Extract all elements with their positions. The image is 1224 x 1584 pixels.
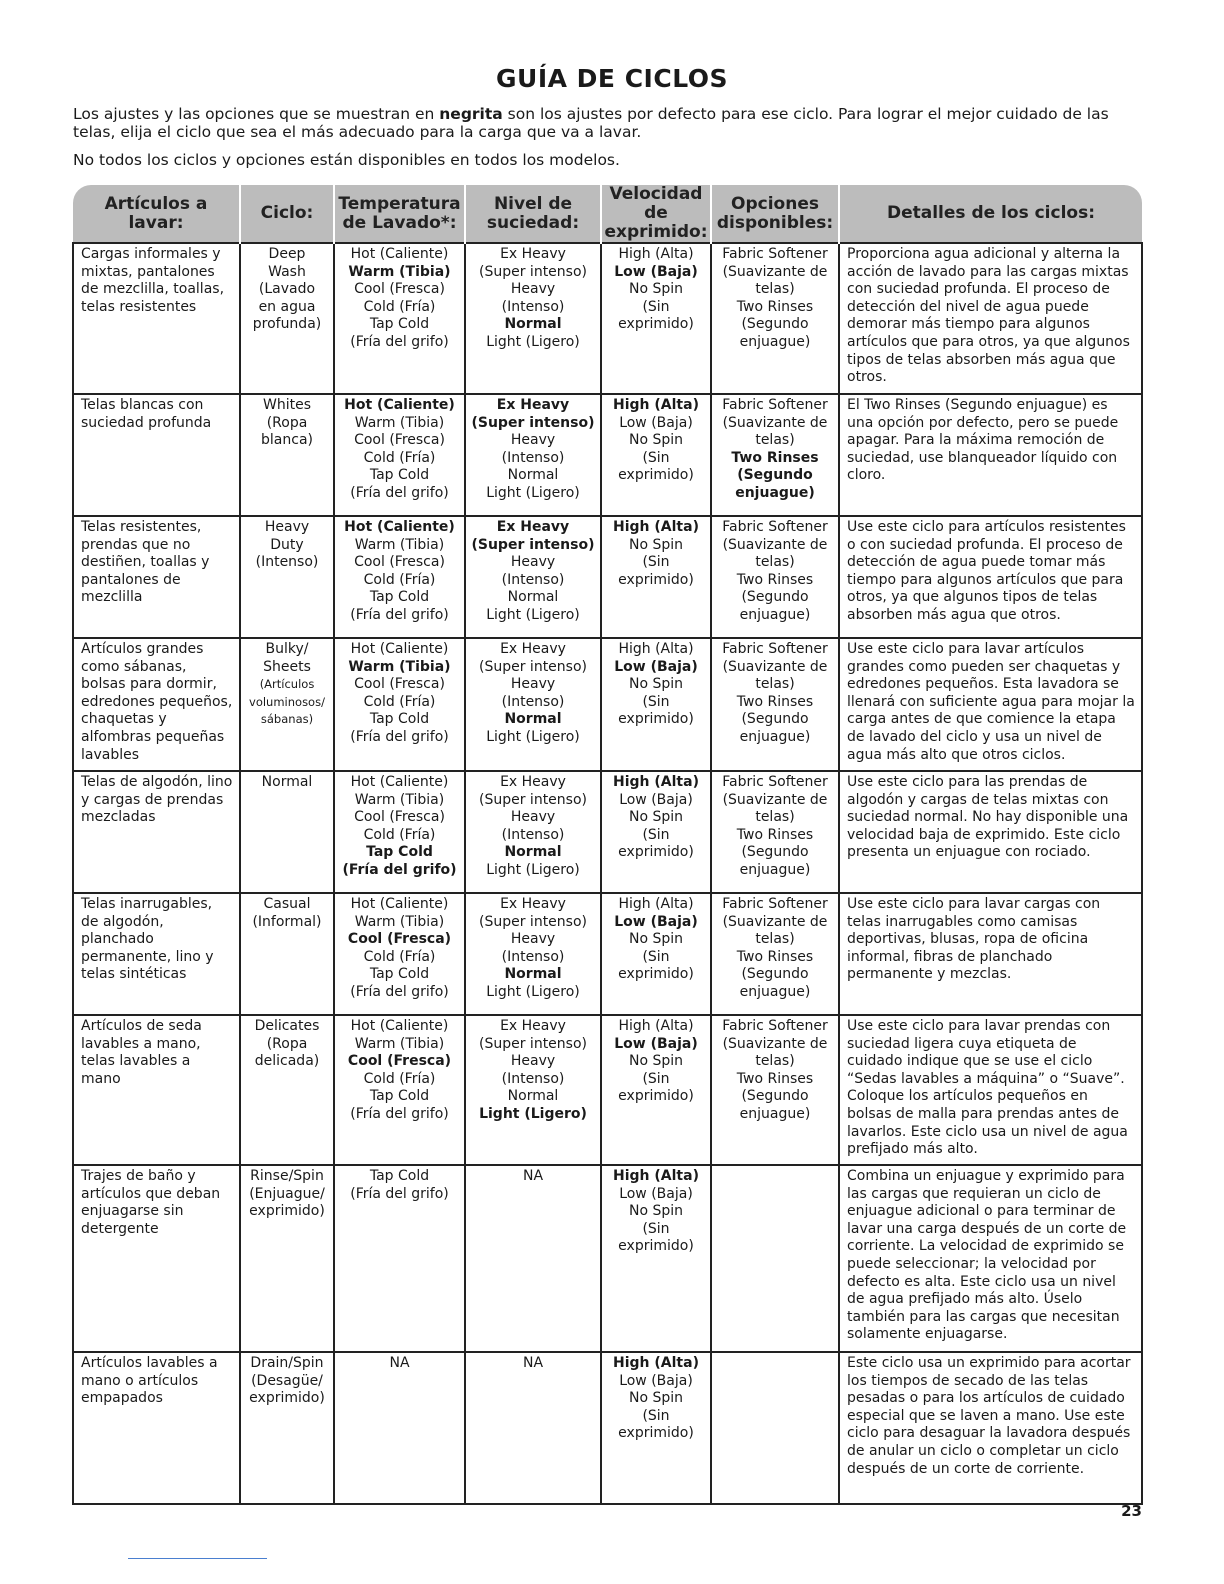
- soil-level-option: (Intenso): [501, 948, 565, 965]
- details-cell: Use este ciclo para lavar artículos grandes como pueden ser chaquetas y edredones pequeños. Esta lavadora se llenará con suficiente agua para mojar la carga antes de que comience la etapa de lavado del ciclo y usa un nivel de agua más alto que otros ciclos.: [839, 638, 1142, 771]
- temperature-option: Warm (Tibia): [354, 414, 445, 431]
- cycle-line: Sheets: [263, 658, 311, 675]
- soil-level-cell: [465, 893, 601, 1015]
- available-option: Fabric Softener: [722, 397, 828, 413]
- available-option: (Segundo: [741, 966, 809, 983]
- temperature-option: Warm (Tibia): [354, 791, 445, 808]
- soil-level-option: (Intenso): [501, 693, 565, 710]
- spin-speed-option: exprimido): [618, 467, 694, 484]
- spin-speed-option: exprimido): [618, 571, 694, 588]
- spin-speed-option: Low (Baja): [614, 1035, 698, 1052]
- spin-speed-option: No Spin: [628, 1390, 684, 1407]
- soil-level-option: Normal: [504, 316, 562, 333]
- available-option: Fabric Softener: [722, 519, 828, 535]
- available-option: enjuague): [739, 983, 811, 1000]
- cycle-line: (Ropa: [266, 414, 308, 431]
- available-option: Two Rinses: [736, 826, 814, 843]
- articles-cell: Cargas informales y mixtas, pantalones de mezclilla, toallas, telas resistentes: [73, 243, 240, 394]
- soil-level-option: (Super intenso): [471, 536, 595, 553]
- cycle-guide-table: [72, 185, 1143, 1505]
- details-cell: Combina un enjuague y exprimido para las cargas que requieran un ciclo de enjuague adicional o para terminar de lavar una carga después de un corte de corriente. La velocidad de exprimido se puede seleccionar; la velocidad por defecto es alta. Este ciclo usa un nivel de agua prefijado más alto. Úselo también para las cargas que necesitan solamente enjuagarse.: [839, 1165, 1142, 1352]
- spin-speed-cell: [601, 638, 711, 771]
- page-title: GUÍA DE CICLOS: [496, 64, 728, 93]
- spin-speed-cell: [601, 516, 711, 638]
- details-cell: Use este ciclo para las prendas de algodón y cargas de telas mixtas con suciedad normal. No hay disponible una velocidad baja de exprimido. Este ciclo presenta un enjuague con rociado.: [839, 771, 1142, 893]
- available-option: (Suavizante de: [722, 658, 828, 675]
- spin-speed-option: No Spin: [628, 676, 684, 693]
- soil-level-option: (Super intenso): [479, 263, 587, 280]
- cycle-line: Rinse/Spin: [250, 1168, 324, 1184]
- temperature-option: Tap Cold: [369, 711, 430, 728]
- temperature-cell: [334, 1352, 465, 1504]
- spin-speed-option: Low (Baja): [614, 913, 698, 930]
- header-articles: Artículos a lavar:: [73, 185, 240, 243]
- soil-level-option: Ex Heavy: [496, 519, 570, 535]
- temperature-cell: [334, 1015, 465, 1165]
- spin-speed-option: exprimido): [618, 1425, 694, 1442]
- spin-speed-cell: [601, 243, 711, 394]
- table-row: [73, 893, 1142, 1015]
- soil-level-option: Light (Ligero): [486, 333, 580, 350]
- table-body: [73, 243, 1142, 1504]
- soil-level-cell: [465, 243, 601, 394]
- table-row: [73, 771, 1142, 893]
- temperature-option: Cool (Fresca): [354, 676, 445, 693]
- temperature-option: Cool (Fresca): [354, 432, 445, 449]
- spin-speed-option: No Spin: [628, 931, 684, 948]
- cycle-line: Wash: [268, 263, 306, 280]
- available-option: (Suavizante de: [722, 263, 828, 280]
- available-option: (Suavizante de: [722, 536, 828, 553]
- temperature-option: (Fría del grifo): [350, 484, 449, 501]
- soil-level-option: Ex Heavy: [500, 246, 566, 262]
- soil-level-option: Light (Ligero): [479, 1105, 587, 1122]
- soil-level-option: Heavy: [510, 809, 556, 826]
- temperature-cell: [334, 516, 465, 638]
- temperature-option: (Fría del grifo): [342, 861, 457, 878]
- soil-level-option: Heavy: [510, 676, 556, 693]
- table-row: [73, 638, 1142, 771]
- temperature-option: Cold (Fría): [363, 571, 436, 588]
- cycle-line: Casual: [263, 896, 311, 912]
- available-option: Fabric Softener: [722, 641, 828, 657]
- temperature-option: (Fría del grifo): [350, 983, 449, 1000]
- temperature-option: (Fría del grifo): [350, 728, 449, 745]
- cycle-line: (Informal): [252, 913, 322, 930]
- temperature-option: Hot (Caliente): [350, 896, 449, 912]
- intro-text-start: Los ajustes y las opciones que se muestran en: [73, 105, 440, 123]
- header-soil-level: Nivel de suciedad:: [465, 185, 601, 243]
- cycle-line: (Ropa: [266, 1035, 308, 1052]
- temperature-cell: [334, 1165, 465, 1352]
- spin-speed-option: Low (Baja): [614, 263, 698, 280]
- soil-level-option: Heavy: [510, 281, 556, 298]
- details-cell: Proporciona agua adicional y alterna la acción de lavado para las cargas mixtas con suciedad profunda. El proceso de detección del nivel de agua puede demorar más tiempo para algunos artículos que para otros, ya que algunos tipos de telas absorben más agua que otros.: [839, 243, 1142, 394]
- soil-level-option: (Super intenso): [479, 1035, 587, 1052]
- spin-speed-option: exprimido): [618, 1238, 694, 1255]
- spin-speed-option: High (Alta): [613, 774, 699, 790]
- soil-level-option: Normal: [507, 467, 559, 484]
- spin-speed-option: (Sin: [642, 693, 670, 710]
- spin-speed-option: (Sin: [642, 1407, 670, 1424]
- cycle-cell: [240, 893, 334, 1015]
- available-option: Fabric Softener: [722, 896, 828, 912]
- spin-speed-cell: [601, 1165, 711, 1352]
- details-cell: El Two Rinses (Segundo enjuague) es una opción por defecto, pero se puede apagar. Para la máxima remoción de suciedad, use blanqueador líquido con cloro.: [839, 394, 1142, 516]
- spin-speed-option: (Sin: [642, 1070, 670, 1087]
- temperature-option: Cold (Fría): [363, 948, 436, 965]
- available-option: enjuague): [739, 333, 811, 350]
- available-option: Fabric Softener: [722, 1018, 828, 1034]
- spin-speed-option: (Sin: [642, 449, 670, 466]
- soil-level-option: (Intenso): [501, 571, 565, 588]
- options-cell: [711, 638, 839, 771]
- spin-speed-option: No Spin: [628, 281, 684, 298]
- available-option: (Segundo: [737, 467, 813, 484]
- cycle-line: (Intenso): [255, 554, 319, 571]
- cycle-line: Drain/Spin: [250, 1355, 324, 1371]
- spin-speed-option: exprimido): [618, 966, 694, 983]
- available-option: Two Rinses: [736, 693, 814, 710]
- temperature-cell: [334, 394, 465, 516]
- table-row: [73, 394, 1142, 516]
- spin-speed-option: (Sin: [642, 298, 670, 315]
- cycle-line: exprimido): [249, 1390, 325, 1407]
- options-cell: [711, 243, 839, 394]
- cycle-line: voluminosos/: [249, 694, 325, 709]
- soil-level-option: Ex Heavy: [500, 896, 566, 912]
- soil-level-option: Normal: [507, 589, 559, 606]
- options-cell: [711, 394, 839, 516]
- temperature-option: Hot (Caliente): [344, 519, 455, 535]
- cycle-line: (Desagüe/: [251, 1372, 323, 1389]
- cycle-line: (Artículos: [259, 677, 315, 692]
- temperature-option: Cool (Fresca): [354, 281, 445, 298]
- available-option: Two Rinses: [731, 449, 819, 466]
- articles-cell: Artículos de seda lavables a mano, telas lavables a mano: [73, 1015, 240, 1165]
- available-option: (Segundo: [741, 844, 809, 861]
- available-option: enjuague): [739, 728, 811, 745]
- available-option: (Segundo: [741, 316, 809, 333]
- temperature-option: Hot (Caliente): [350, 774, 449, 790]
- table-header: [73, 185, 1142, 243]
- articles-cell: Telas de algodón, lino y cargas de prendas mezcladas: [73, 771, 240, 893]
- soil-level-option: Heavy: [510, 554, 556, 571]
- spin-speed-cell: [601, 1015, 711, 1165]
- temperature-option: Hot (Caliente): [350, 246, 449, 262]
- soil-level-cell: [465, 1165, 601, 1352]
- available-option: telas): [755, 931, 795, 948]
- available-option: (Segundo: [741, 589, 809, 606]
- cycle-cell: [240, 1015, 334, 1165]
- soil-level-option: Normal: [507, 1088, 559, 1105]
- cycle-cell: [240, 1165, 334, 1352]
- intro-text: [73, 105, 1148, 141]
- articles-cell: Artículos grandes como sábanas, bolsas para dormir, edredones pequeños, chaquetas y alfombras pequeñas lavables: [73, 638, 240, 771]
- spin-speed-option: Low (Baja): [619, 791, 693, 808]
- soil-level-cell: [465, 1352, 601, 1504]
- soil-level-option: Heavy: [510, 931, 556, 948]
- spin-speed-option: No Spin: [628, 809, 684, 826]
- temperature-option: Hot (Caliente): [350, 1018, 449, 1034]
- temperature-option: Tap Cold: [369, 589, 430, 606]
- options-cell: [711, 1015, 839, 1165]
- temperature-option: Cold (Fría): [363, 449, 436, 466]
- spin-speed-option: (Sin: [642, 826, 670, 843]
- soil-level-option: Ex Heavy: [500, 774, 566, 790]
- spin-speed-option: Low (Baja): [619, 414, 693, 431]
- spin-speed-option: High (Alta): [613, 1355, 699, 1371]
- footer-rule: [128, 1558, 267, 1559]
- available-option: enjuague): [739, 606, 811, 623]
- soil-level-cell: [465, 394, 601, 516]
- availability-note: No todos los ciclos y opciones están disponibles en todos los modelos.: [73, 151, 620, 169]
- spin-speed-option: exprimido): [618, 844, 694, 861]
- spin-speed-option: High (Alta): [618, 1018, 694, 1034]
- header-cycle: Ciclo:: [240, 185, 334, 243]
- temperature-cell: [334, 243, 465, 394]
- temperature-option: Warm (Tibia): [348, 658, 451, 675]
- spin-speed-option: High (Alta): [618, 896, 694, 912]
- details-cell: Use este ciclo para lavar cargas con telas inarrugables como camisas deportivas, blusas, ropa de oficina informal, fibras de planchado permanente y mezclas.: [839, 893, 1142, 1015]
- soil-level-option: NA: [522, 1355, 544, 1371]
- details-cell: Use este ciclo para lavar prendas con suciedad ligera cuya etiqueta de cuidado indique que se use el ciclo “Sedas lavables a máquina” o “Suave”. Coloque los artículos pequeños en bolsas de malla para prendas antes de lavarlos. Este ciclo usa un nivel de agua prefijado más alto.: [839, 1015, 1142, 1165]
- header-details: Detalles de los ciclos:: [839, 185, 1142, 243]
- spin-speed-option: High (Alta): [613, 519, 699, 535]
- cycle-line: Delicates: [254, 1018, 320, 1034]
- soil-level-cell: [465, 771, 601, 893]
- temperature-option: Tap Cold: [366, 844, 433, 861]
- cycle-line: en agua: [258, 298, 316, 315]
- cycle-line: Bulky/: [265, 641, 309, 657]
- temperature-option: Cold (Fría): [363, 298, 436, 315]
- soil-level-option: Light (Ligero): [486, 728, 580, 745]
- spin-speed-option: No Spin: [628, 536, 684, 553]
- soil-level-option: (Super intenso): [479, 913, 587, 930]
- cycle-cell: [240, 516, 334, 638]
- available-option: Two Rinses: [736, 948, 814, 965]
- available-option: telas): [755, 554, 795, 571]
- cycle-line: delicada): [254, 1053, 320, 1070]
- details-cell: Este ciclo usa un exprimido para acortar los tiempos de secado de las telas pesadas o para los artículos de cuidado especial que se laven a mano. Use este ciclo para desaguar la lavadora después de anular un ciclo o completar un ciclo después de un corte de corriente.: [839, 1352, 1142, 1504]
- soil-level-option: (Super intenso): [479, 791, 587, 808]
- soil-level-option: (Intenso): [501, 1070, 565, 1087]
- spin-speed-option: (Sin: [642, 554, 670, 571]
- temperature-option: Warm (Tibia): [354, 913, 445, 930]
- available-option: Two Rinses: [736, 571, 814, 588]
- spin-speed-option: (Sin: [642, 1220, 670, 1237]
- soil-level-option: (Intenso): [501, 826, 565, 843]
- temperature-option: Warm (Tibia): [354, 536, 445, 553]
- articles-cell: Trajes de baño y artículos que deban enjuagarse sin detergente: [73, 1165, 240, 1352]
- spin-speed-option: High (Alta): [618, 641, 694, 657]
- soil-level-option: Normal: [504, 844, 562, 861]
- details-cell: Use este ciclo para artículos resistentes o con suciedad profunda. El proceso de detección de agua puede tomar más tiempo para algunos artículos que para otros, ya que algunos tipos de telas absorben más agua que otros.: [839, 516, 1142, 638]
- articles-cell: Telas inarrugables, de algodón, planchado permanente, lino y telas sintéticas: [73, 893, 240, 1015]
- articles-cell: Telas blancas con suciedad profunda: [73, 394, 240, 516]
- cycle-line: Normal: [261, 774, 313, 790]
- soil-level-cell: [465, 1015, 601, 1165]
- available-option: (Segundo: [741, 711, 809, 728]
- spin-speed-option: High (Alta): [613, 1168, 699, 1184]
- options-cell: [711, 771, 839, 893]
- soil-level-cell: [465, 638, 601, 771]
- soil-level-option: Light (Ligero): [486, 606, 580, 623]
- available-option: (Suavizante de: [722, 1035, 828, 1052]
- soil-level-option: (Intenso): [501, 298, 565, 315]
- temperature-option: Tap Cold: [369, 966, 430, 983]
- temperature-option: Cold (Fría): [363, 1070, 436, 1087]
- cycle-line: blanca): [261, 432, 313, 449]
- temperature-option: Hot (Caliente): [350, 641, 449, 657]
- cycle-line: Whites: [262, 397, 311, 413]
- table-row: [73, 1015, 1142, 1165]
- soil-level-cell: [465, 516, 601, 638]
- temperature-option: Tap Cold: [369, 467, 430, 484]
- soil-level-option: (Super intenso): [471, 414, 595, 431]
- available-option: Fabric Softener: [722, 774, 828, 790]
- soil-level-option: Ex Heavy: [500, 1018, 566, 1034]
- options-cell: [711, 893, 839, 1015]
- cycle-line: Deep: [268, 246, 306, 262]
- temperature-option: Hot (Caliente): [344, 397, 455, 413]
- available-option: (Suavizante de: [722, 913, 828, 930]
- options-cell: [711, 1165, 839, 1352]
- soil-level-option: NA: [522, 1168, 544, 1184]
- cycle-line: exprimido): [249, 1203, 325, 1220]
- available-option: telas): [755, 1053, 795, 1070]
- temperature-option: Warm (Tibia): [354, 1035, 445, 1052]
- spin-speed-cell: [601, 1352, 711, 1504]
- temperature-option: Warm (Tibia): [348, 263, 451, 280]
- soil-level-option: Heavy: [510, 432, 556, 449]
- temperature-option: Cold (Fría): [363, 826, 436, 843]
- available-option: (Suavizante de: [722, 414, 828, 431]
- available-option: telas): [755, 809, 795, 826]
- options-cell: [711, 516, 839, 638]
- soil-level-option: Normal: [504, 711, 562, 728]
- spin-speed-option: Low (Baja): [619, 1372, 693, 1389]
- temperature-option: Tap Cold: [369, 1088, 430, 1105]
- temperature-option: Cool (Fresca): [347, 931, 452, 948]
- spin-speed-option: No Spin: [628, 432, 684, 449]
- table-row: [73, 1165, 1142, 1352]
- articles-cell: Telas resistentes, prendas que no destiñen, toallas y pantalones de mezclilla: [73, 516, 240, 638]
- spin-speed-option: High (Alta): [613, 397, 699, 413]
- temperature-option: Tap Cold: [369, 316, 430, 333]
- soil-level-option: Normal: [504, 966, 562, 983]
- soil-level-option: Heavy: [510, 1053, 556, 1070]
- available-option: enjuague): [739, 1105, 811, 1122]
- table-row: [73, 243, 1142, 394]
- articles-cell: Artículos lavables a mano o artículos empapados: [73, 1352, 240, 1504]
- temperature-option: (Fría del grifo): [350, 606, 449, 623]
- available-option: enjuague): [739, 861, 811, 878]
- spin-speed-option: exprimido): [618, 316, 694, 333]
- cycle-cell: [240, 638, 334, 771]
- soil-level-option: Light (Ligero): [486, 484, 580, 501]
- header-row: [73, 185, 1142, 243]
- available-option: (Segundo: [741, 1088, 809, 1105]
- soil-level-option: Light (Ligero): [486, 861, 580, 878]
- available-option: (Suavizante de: [722, 791, 828, 808]
- available-option: Two Rinses: [736, 1070, 814, 1087]
- temperature-cell: [334, 771, 465, 893]
- spin-speed-option: exprimido): [618, 711, 694, 728]
- cycle-line: (Enjuague/: [249, 1185, 325, 1202]
- spin-speed-option: No Spin: [628, 1203, 684, 1220]
- available-option: Two Rinses: [736, 298, 814, 315]
- temperature-option: (Fría del grifo): [350, 1105, 449, 1122]
- temperature-option: Tap Cold: [369, 1168, 430, 1184]
- available-option: enjuague): [735, 484, 815, 501]
- intro-text-end: son los ajustes por defecto para ese ciclo. Para lograr el mejor cuidado de las telas, elija el ciclo que sea el más adecuado para la carga que va a lavar.: [73, 105, 1109, 141]
- soil-level-option: (Intenso): [501, 449, 565, 466]
- spin-speed-option: High (Alta): [618, 246, 694, 262]
- header-options: Opciones disponibles:: [711, 185, 839, 243]
- header-temperature: Temperatura de Lavado*:: [334, 185, 465, 243]
- available-option: telas): [755, 281, 795, 298]
- available-option: telas): [755, 676, 795, 693]
- temperature-cell: [334, 893, 465, 1015]
- cycle-line: Duty: [270, 536, 304, 553]
- cycle-cell: [240, 394, 334, 516]
- page-number: 23: [1121, 1502, 1142, 1520]
- soil-level-option: (Super intenso): [479, 658, 587, 675]
- spin-speed-option: Low (Baja): [614, 658, 698, 675]
- spin-speed-cell: [601, 771, 711, 893]
- temperature-option: Cool (Fresca): [354, 809, 445, 826]
- temperature-option: (Fría del grifo): [350, 1185, 449, 1202]
- spin-speed-cell: [601, 893, 711, 1015]
- options-cell: [711, 1352, 839, 1504]
- cycle-cell: [240, 771, 334, 893]
- temperature-option: Cool (Fresca): [354, 554, 445, 571]
- cycle-line: profunda): [252, 316, 322, 333]
- spin-speed-cell: [601, 394, 711, 516]
- cycle-line: Heavy: [264, 519, 310, 535]
- soil-level-option: Ex Heavy: [496, 397, 570, 413]
- temperature-option: NA: [389, 1355, 410, 1371]
- cycle-cell: [240, 1352, 334, 1504]
- table-row: [73, 1352, 1142, 1504]
- cycle-line: (Lavado: [258, 281, 316, 298]
- spin-speed-option: Low (Baja): [619, 1185, 693, 1202]
- cycle-line: sábanas): [260, 712, 314, 727]
- temperature-option: Cool (Fresca): [347, 1053, 452, 1070]
- temperature-option: (Fría del grifo): [350, 333, 449, 350]
- temperature-cell: [334, 638, 465, 771]
- table-row: [73, 516, 1142, 638]
- cycle-cell: [240, 243, 334, 394]
- available-option: telas): [755, 432, 795, 449]
- spin-speed-option: No Spin: [628, 1053, 684, 1070]
- spin-speed-option: exprimido): [618, 1088, 694, 1105]
- spin-speed-option: (Sin: [642, 948, 670, 965]
- available-option: Fabric Softener: [722, 246, 828, 262]
- intro-bold-word: negrita: [439, 105, 503, 123]
- temperature-option: Cold (Fría): [363, 693, 436, 710]
- soil-level-option: Ex Heavy: [500, 641, 566, 657]
- soil-level-option: Light (Ligero): [486, 983, 580, 1000]
- header-spin-speed: Velocidad de exprimido:: [601, 185, 711, 243]
